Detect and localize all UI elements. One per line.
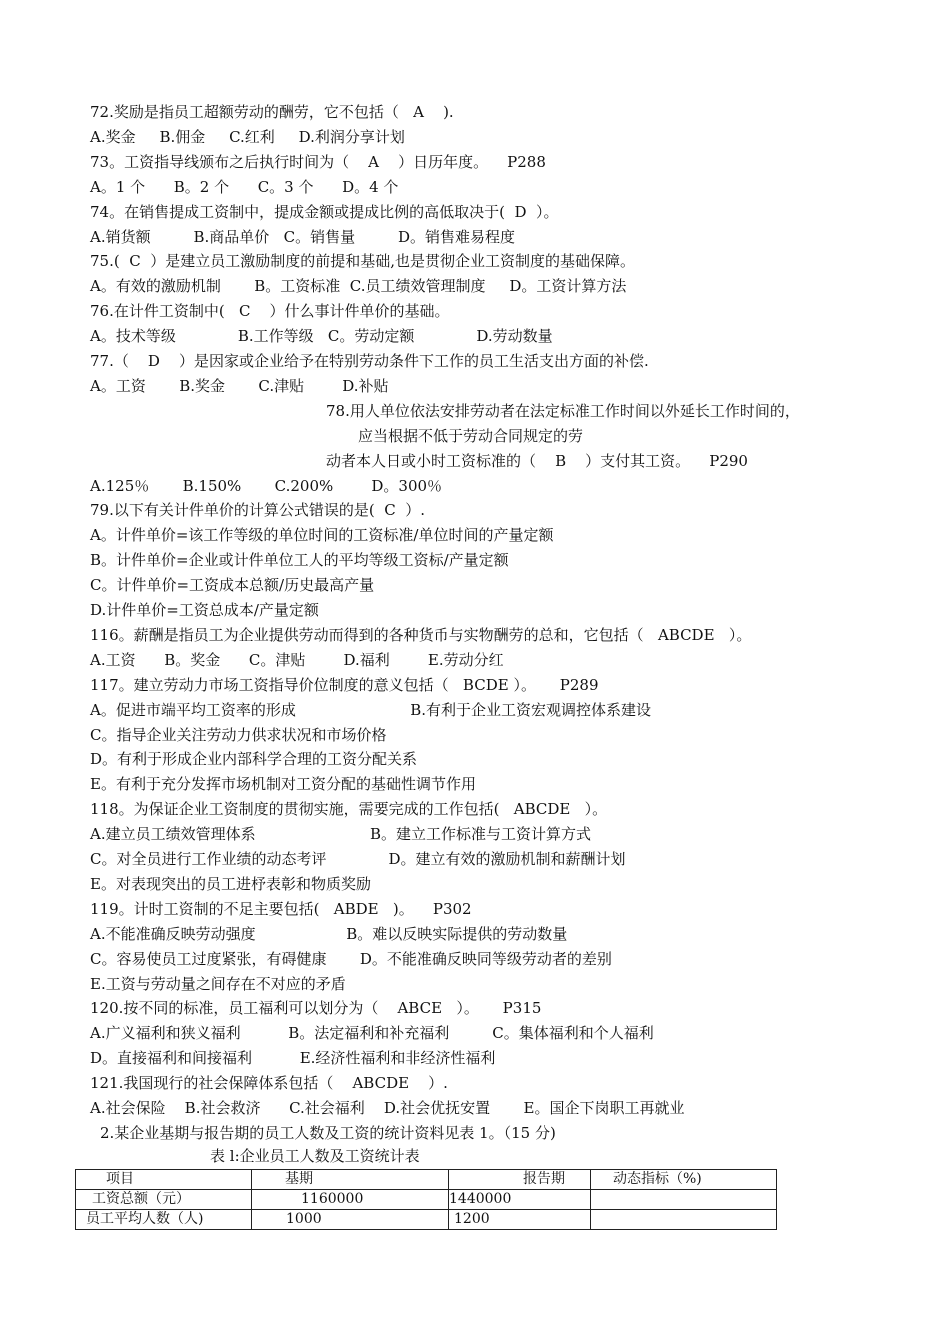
text-line: E.工资与劳动量之间存在不对应的矛盾 (90, 975, 346, 993)
text-line: 121.我国现行的社会保障体系包括（ ABCDE ）. (90, 1074, 448, 1092)
text-line: 74。在销售提成工资制中，提成金额或提成比例的高低取决于( D ）。 (90, 203, 559, 221)
text-line: D。直接福利和间接福利 E.经济性福利和非经济性福利 (90, 1049, 496, 1067)
text-line: A。1 个 B。2 个 C。3 个 D。4 个 (90, 178, 399, 196)
text-line: C。对全员进行工作业绩的动态考评 D。建立有效的激励机制和薪酬计划 (90, 850, 626, 868)
text-line: A。工资 B.奖金 C.津贴 D.补贴 (90, 377, 389, 395)
table-row (76, 1190, 777, 1210)
table-header-cell: 基期 (252, 1170, 449, 1190)
text-line: A.125％ B.150% C.200% D。300％ (90, 477, 443, 495)
salary-statistics-table (75, 1169, 777, 1230)
text-line: A.销货额 B.商品单价 C。销售量 D。销售难易程度 (90, 228, 516, 246)
text-line: 120.按不同的标准，员工福利可以划分为（ ABCE ）。 P315 (90, 999, 542, 1017)
text-line: A.广义福利和狭义福利 B。法定福利和补充福利 C。集体福利和个人福利 (90, 1024, 654, 1042)
table-header-cell: 项目 (76, 1170, 252, 1190)
text-line: 117。建立劳动力市场工资指导价位制度的意义包括（ BCDE ）。 P289 (90, 676, 599, 694)
text-line: 78.用人单位依法安排劳动者在法定标准工作时间以外延长工作时间的， (326, 402, 800, 420)
text-line: 76.在计件工资制中( C ）什么事计件单价的基础。 (90, 302, 450, 320)
text-line: 118。为保证企业工资制度的贯彻实施，需要完成的工作包括( ABCDE ）。 (90, 800, 608, 818)
table-title: 表 l:企业员工人数及工资统计表 (210, 1147, 420, 1165)
table-cell: 员工平均人数（人) (76, 1210, 252, 1230)
table-header-row (76, 1170, 777, 1190)
text-line: A。技术等级 B.工作等级 C。劳动定额 D.劳动数量 (90, 327, 553, 345)
text-line: 动者本人日或小时工资标准的（ B ）支付其工资。 P290 (326, 452, 748, 470)
text-line: 73。工资指导线颁布之后执行时间为（ A ）日历年度。 P288 (90, 153, 546, 171)
text-line: 79.以下有关计件单价的计算公式错误的是( C ）. (90, 501, 426, 519)
text-line: A.不能准确反映劳动强度 B。难以反映实际提供的劳动数量 (90, 925, 568, 943)
text-line: 77.（ D ）是因家或企业给予在特别劳动条件下工作的员工生活支出方面的补偿. (90, 352, 649, 370)
text-line: A.社会保险 B.社会救济 C.社会福利 D.社会优抚安置 E。国企下岗职工再就业 (90, 1099, 685, 1117)
table-cell (591, 1210, 777, 1230)
text-line: 119。计时工资制的不足主要包括( ABDE )。 P302 (90, 900, 472, 918)
table-cell: 1000 (252, 1210, 449, 1230)
text-line: A.奖金 B.佣金 C.红利 D.利润分享计划 (90, 128, 405, 146)
text-line: E。有利于充分发挥市场机制对工资分配的基础性调节作用 (90, 775, 476, 793)
table-cell: 1200 (449, 1210, 591, 1230)
text-line: 2.某企业基期与报告期的员工人数及工资的统计资料见表 1。（15 分) (100, 1124, 556, 1142)
text-line: A。有效的激励机制 B。工资标准 C.员工绩效管理制度 D。工资计算方法 (90, 277, 627, 295)
text-line: E。对表现突出的员工进杼表彰和物质奖励 (90, 875, 371, 893)
text-line: A。计件单价=该工作等级的单位时间的工资标准/单位时间的产量定额 (90, 526, 554, 544)
text-line: 72.奖励是指员工超额劳动的酬劳，它不包括（ A ). (90, 103, 454, 121)
text-line: 75.( C ）是建立员工激励制度的前提和基础,也是贯彻企业工资制度的基础保障。 (90, 252, 636, 270)
table-cell: 1160000 (252, 1190, 449, 1210)
text-line: C。容易使员工过度紧张，有碍健康 D。不能准确反映同等级劳动者的差别 (90, 950, 612, 968)
text-line: D.计件单价=工资总成本/产量定额 (90, 601, 319, 619)
table-header-cell: 报告期 (449, 1170, 591, 1190)
text-line: 116。薪酬是指员工为企业提供劳动而得到的各种货币与实物酬劳的总和，它包括（ ABCDE ）。 (90, 626, 752, 644)
text-line: C。指导企业关注劳动力供求状况和市场价格 (90, 726, 387, 744)
table-cell: 1440000 (449, 1190, 591, 1210)
text-line: A.建立员工绩效管理体系 B。建立工作标准与工资计算方式 (90, 825, 592, 843)
text-line: D。有利于形成企业内部科学合理的工资分配关系 (90, 750, 418, 768)
table-header-cell: 动态指标（%) (591, 1170, 777, 1190)
table-row (76, 1210, 777, 1230)
table-cell (591, 1190, 777, 1210)
table-cell: 工资总额（元） (76, 1190, 252, 1210)
text-line: A。促进市端平均工资率的形成 B.有利于企业工资宏观调控体系建设 (90, 701, 652, 719)
text-line: B。计件单价=企业或计件单位工人的平均等级工资标/产量定额 (90, 551, 509, 569)
text-line: 应当根据不低于劳动合同规定的劳 (358, 427, 584, 445)
text-line: C。计件单价=工资成本总额/历史最高产量 (90, 576, 375, 594)
text-line: A.工资 B。奖金 C。津贴 D.福利 E.劳动分红 (90, 651, 504, 669)
